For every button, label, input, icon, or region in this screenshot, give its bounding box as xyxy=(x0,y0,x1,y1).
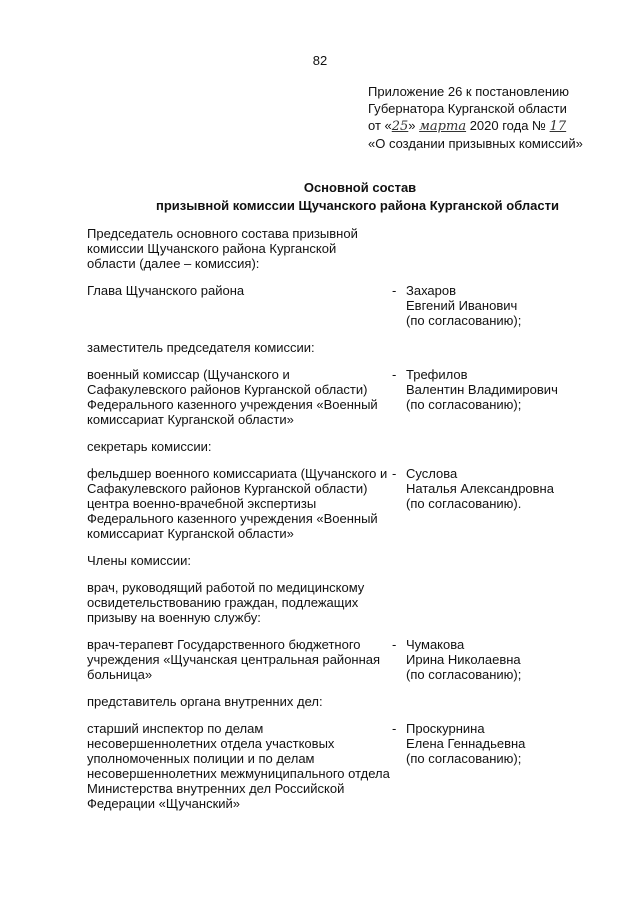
first-patronymic: Елена Геннадьевна xyxy=(406,736,526,751)
appendix-line-4: «О создании призывных комиссий» xyxy=(368,136,583,151)
handwritten-month: марта xyxy=(419,119,467,134)
member-person xyxy=(392,283,587,328)
member-position: военный комиссар (Щучанского и Сафакулевского районов Курганской области) Федерального казенного учреждения «Военный комиссариат Курганской области» xyxy=(87,367,378,427)
appendix-line-3 xyxy=(368,117,583,135)
doctor-heading: врач, руководящий работой по медицинскому освидетельствованию граждан, подлежащих призыву на военную службу: xyxy=(87,580,365,625)
dash: - xyxy=(392,721,397,736)
appendix-year: 2020 года № xyxy=(466,118,550,133)
approval-note: (по согласованию). xyxy=(406,496,522,511)
document-title xyxy=(0,179,640,215)
approval-note: (по согласованию); xyxy=(406,751,522,766)
dash: - xyxy=(392,466,397,481)
first-patronymic: Евгений Иванович xyxy=(406,298,518,313)
member-position: врач-терапевт Государственного бюджетного учреждения «Щучанская центральная районная больница» xyxy=(87,637,381,682)
approval-note: (по согласованию); xyxy=(406,397,522,412)
appendix-line-2: Губернатора Курганской области xyxy=(368,101,567,116)
composition-list xyxy=(87,226,587,823)
member-position: старший инспектор по делам несовершеннолетних отдела участковых уполномоченных полиции и по делам несовершеннолетних межмуниципального отдела Министерства внутренних дел Российской Федерации «Щучанский» xyxy=(87,721,390,811)
surname: Трефилов xyxy=(406,367,468,382)
dash: - xyxy=(392,637,397,652)
approval-note: (по согласованию); xyxy=(406,667,522,682)
approval-note: (по согласованию); xyxy=(406,313,522,328)
appendix-date-prefix: от « xyxy=(368,118,392,133)
member-row-doctor xyxy=(87,637,587,682)
surname: Суслова xyxy=(406,466,458,481)
handwritten-number: 17 xyxy=(549,119,567,134)
page-number: 82 xyxy=(312,53,328,68)
member-person xyxy=(392,637,587,682)
chairman-heading: Председатель основного состава призывной комиссии Щучанского района Курганской области (далее – комиссия): xyxy=(87,226,358,271)
appendix-header xyxy=(368,83,583,152)
police-heading: представитель органа внутренних дел: xyxy=(87,694,323,709)
title-line-2: призывной комиссии Щучанского района Курганской области xyxy=(156,198,559,213)
member-person xyxy=(392,466,587,541)
dash: - xyxy=(392,367,397,382)
first-patronymic: Ирина Николаевна xyxy=(406,652,521,667)
surname: Чумакова xyxy=(406,637,465,652)
first-patronymic: Наталья Александровна xyxy=(406,481,554,496)
member-row-chairman xyxy=(87,283,587,328)
member-row-deputy xyxy=(87,367,587,427)
deputy-heading: заместитель председателя комиссии: xyxy=(87,340,315,355)
surname: Проскурнина xyxy=(406,721,485,736)
appendix-date-mid: » xyxy=(408,118,420,133)
member-person xyxy=(392,721,587,811)
members-heading: Члены комиссии: xyxy=(87,553,192,568)
secretary-heading: секретарь комиссии: xyxy=(87,439,212,454)
surname: Захаров xyxy=(406,283,457,298)
member-row-secretary xyxy=(87,466,587,541)
title-line-1: Основной состав xyxy=(303,180,417,195)
member-person xyxy=(392,367,587,427)
appendix-line-1: Приложение 26 к постановлению xyxy=(368,84,570,99)
handwritten-day: 25 xyxy=(391,119,409,134)
member-position: фельдшер военного комиссариата (Щучанского и Сафакулевского районов Курганской области) центра военно-врачебной экспертизы Федерального казенного учреждения «Военный комиссариат Курганской области» xyxy=(87,466,388,541)
dash: - xyxy=(392,283,397,298)
first-patronymic: Валентин Владимирович xyxy=(406,382,558,397)
member-position: Глава Щучанского района xyxy=(87,283,245,298)
member-row-police xyxy=(87,721,587,811)
